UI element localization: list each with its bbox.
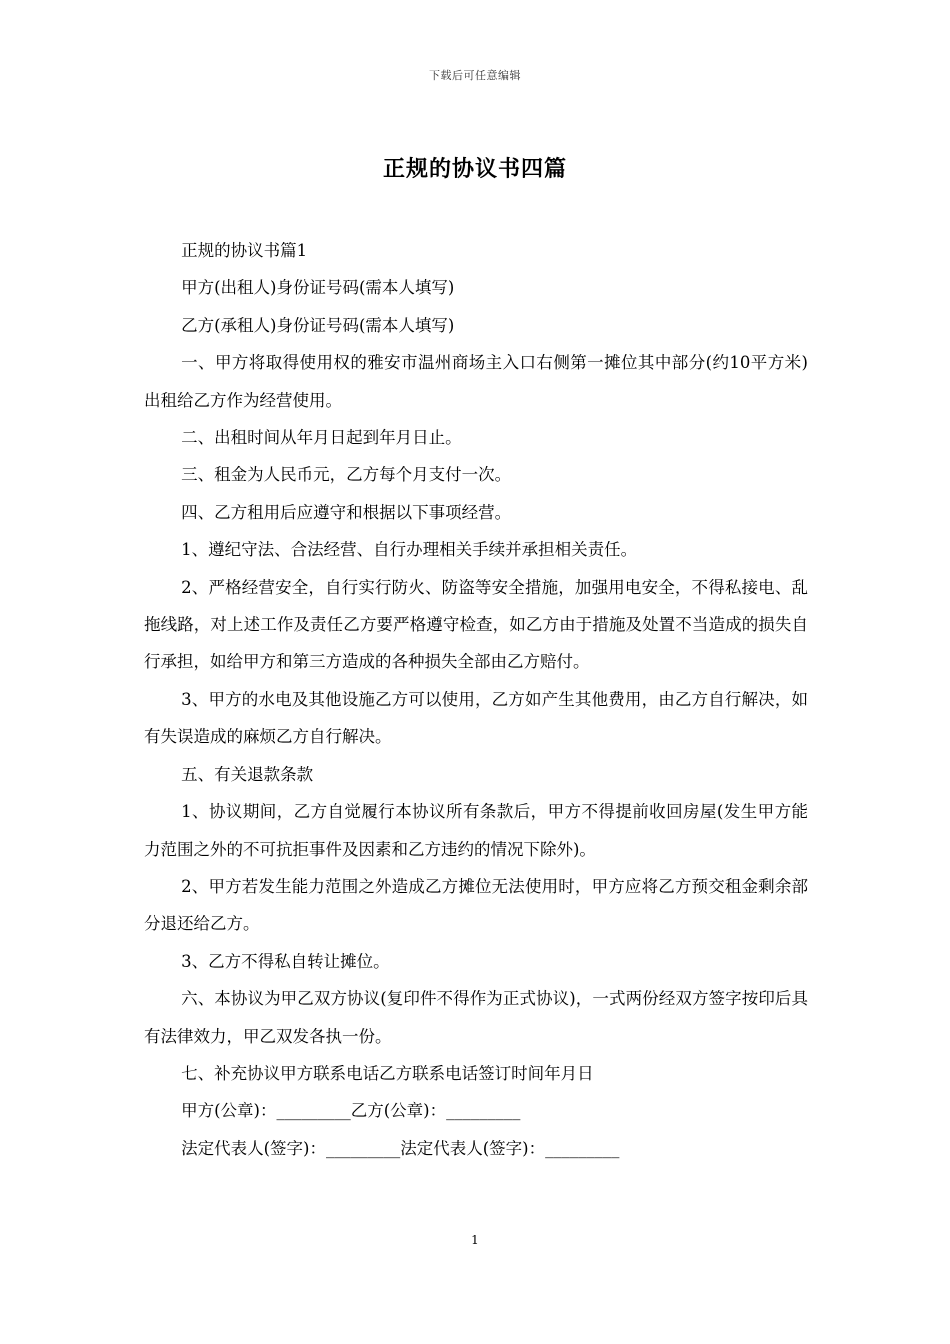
clause-2: 二、出租时间从年月日起到年月日止。: [181, 428, 462, 448]
clause-5: 五、有关退款条款: [181, 764, 314, 784]
section-heading: 正规的协议书篇1: [181, 241, 308, 260]
clause-5-item-1: 1、协议期间，乙方自觉履行本协议所有条款后，甲方不得提前收回房屋(发生甲方能力范围之外的不可抗拒事件及因素和乙方违约的情况下除外)。: [144, 802, 808, 859]
party-a-line: 甲方(出租人)身份证号码(需本人填写): [181, 278, 455, 298]
seal-line: 甲方(公章)：_________乙方(公章)：_________: [181, 1101, 521, 1121]
clause-6: 六、本协议为甲乙双方协议(复印件不得作为正式协议)，一式两份经双方签字按印后具有法律效力，甲乙双发各执一份。: [144, 989, 808, 1046]
document-title: 正规的协议书四篇: [382, 156, 567, 182]
signature-line: 法定代表人(签字)：_________法定代表人(签字)：_________: [181, 1138, 620, 1158]
party-b-line: 乙方(承租人)身份证号码(需本人填写): [181, 315, 455, 335]
clause-7: 七、补充协议甲方联系电话乙方联系电话签订时间年月日: [181, 1063, 594, 1083]
clause-1: 一、甲方将取得使用权的雅安市温州商场主入口右侧第一摊位其中部分(约10平方米)出租给乙方作为经营使用。: [144, 353, 808, 410]
document-body: [144, 232, 808, 1167]
clause-4-item-3: 3、甲方的水电及其他设施乙方可以使用，乙方如产生其他费用，由乙方自行解决，如有失误造成的麻烦乙方自行解决。: [144, 689, 808, 747]
clause-4-item-2: 2、严格经营安全，自行实行防火、防盗等安全措施，加强用电安全，不得私接电、乱拖线路，对上述工作及责任乙方要严格遵守检查，如乙方由于措施及处置不当造成的损失自行承担，如给甲方和第三方造成的各种损失全部由乙方赔付。: [144, 577, 808, 672]
clause-5-item-2: 2、甲方若发生能力范围之外造成乙方摊位无法使用时，甲方应将乙方预交租金剩余部分退还给乙方。: [144, 876, 808, 934]
page-number: 1: [471, 1233, 479, 1247]
header-note: 下载后可任意编辑: [429, 69, 521, 82]
clause-4-item-1: 1、遵纪守法、合法经营、自行办理相关手续并承担相关责任。: [181, 540, 638, 560]
clause-3: 三、租金为人民币元，乙方每个月支付一次。: [181, 465, 512, 485]
clause-5-item-3: 3、乙方不得私自转让摊位。: [181, 951, 390, 971]
clause-4: 四、乙方租用后应遵守和根据以下事项经营。: [181, 502, 512, 522]
